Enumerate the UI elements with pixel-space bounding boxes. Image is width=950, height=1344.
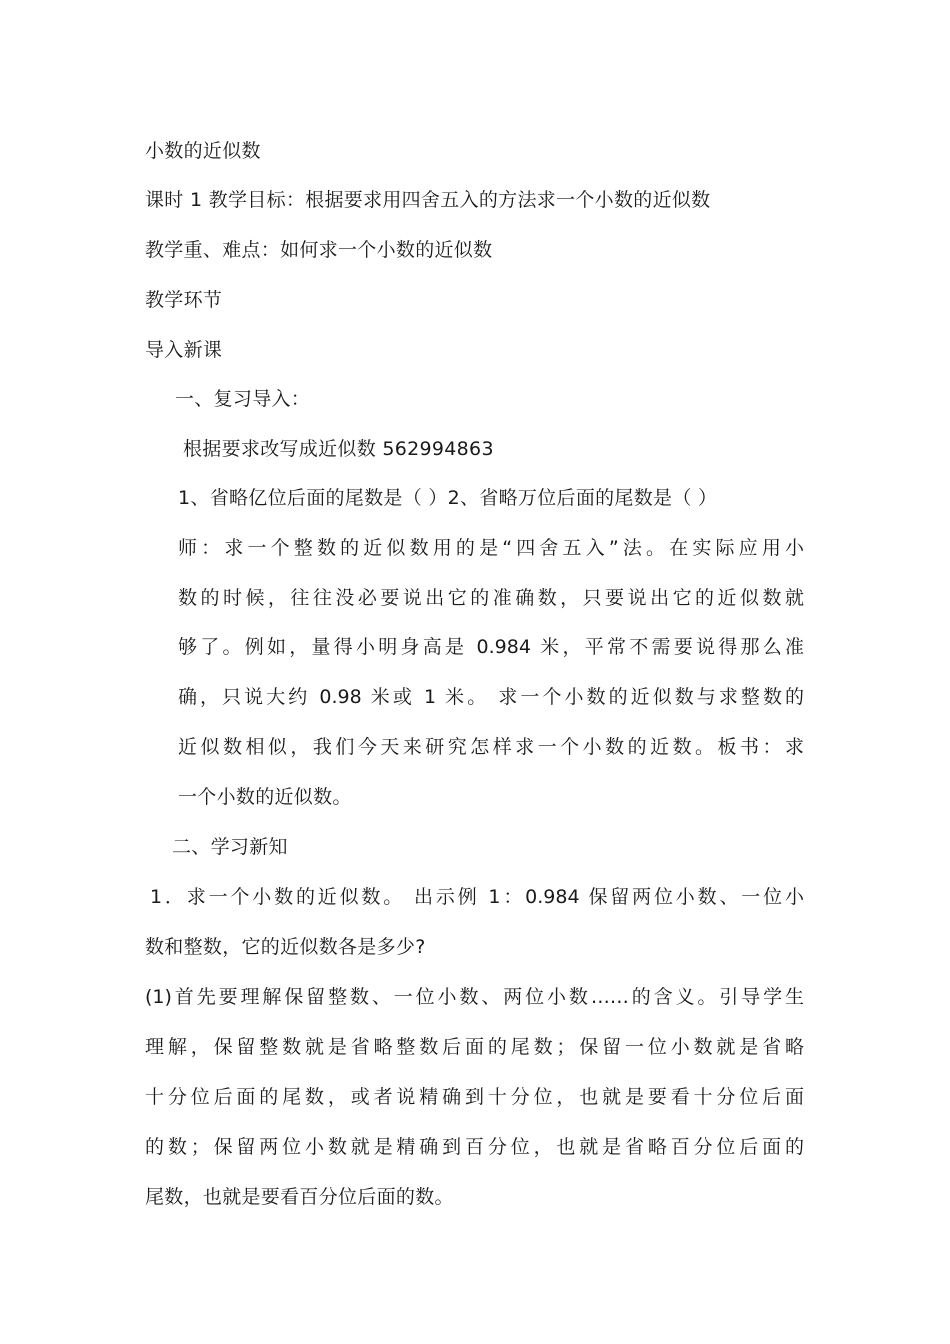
- key-points: 教学重、难点：如何求一个小数的近似数: [145, 239, 493, 261]
- paragraph-line: 的数；保留两位小数就是精确到百分位，也就是省略百分位后面的: [145, 1136, 804, 1158]
- teaching-objective: 课时 1 教学目标：根据要求用四舍五入的方法求一个小数的近似数: [145, 189, 711, 211]
- review-task: 根据要求改写成近似数 562994863: [183, 438, 494, 460]
- review-questions: 1、省略亿位后面的尾数是（ ）2、省略万位后面的尾数是（ ）: [178, 487, 718, 509]
- document-title: 小数的近似数: [145, 140, 261, 162]
- paragraph-line: 1．求一个小数的近似数。 出示例 1：0.984 保留两位小数、一位小: [150, 886, 804, 908]
- paragraph-line: 数的时候，往往没必要说出它的准确数，只要说出它的近似数就: [178, 587, 804, 609]
- new-knowledge-heading: 二、学习新知: [172, 836, 288, 858]
- paragraph-line: 一个小数的近似数。: [178, 786, 352, 808]
- paragraph-line: 近似数相似，我们今天来研究怎样求一个小数的近数。板书：求: [178, 736, 804, 758]
- paragraph-line: 够了。例如，量得小明身高是 0.984 米，平常不需要说得那么准: [178, 636, 804, 658]
- section-heading-intro: 导入新课: [145, 339, 223, 361]
- review-heading: 一、复习导入：: [175, 388, 311, 410]
- paragraph-line: 十分位后面的尾数，或者说精确到十分位，也就是要看十分位后面: [145, 1086, 804, 1108]
- paragraph-line: 数和整数，它的近似数各是多少?: [145, 936, 426, 958]
- paragraph-line: 师：求一个整数的近似数用的是“四舍五入”法。在实际应用小: [178, 537, 804, 559]
- paragraph-line: (1)首先要理解保留整数、一位小数、两位小数……的含义。引导学生: [145, 986, 804, 1008]
- paragraph-line: 确，只说大约 0.98 米或 1 米。 求一个小数的近似数与求整数的: [178, 686, 804, 708]
- paragraph-line: 尾数，也就是要看百分位后面的数。: [145, 1186, 454, 1208]
- paragraph-line: 理解，保留整数就是省略整数后面的尾数；保留一位小数就是省略: [145, 1036, 804, 1058]
- section-heading-teaching-links: 教学环节: [145, 289, 223, 311]
